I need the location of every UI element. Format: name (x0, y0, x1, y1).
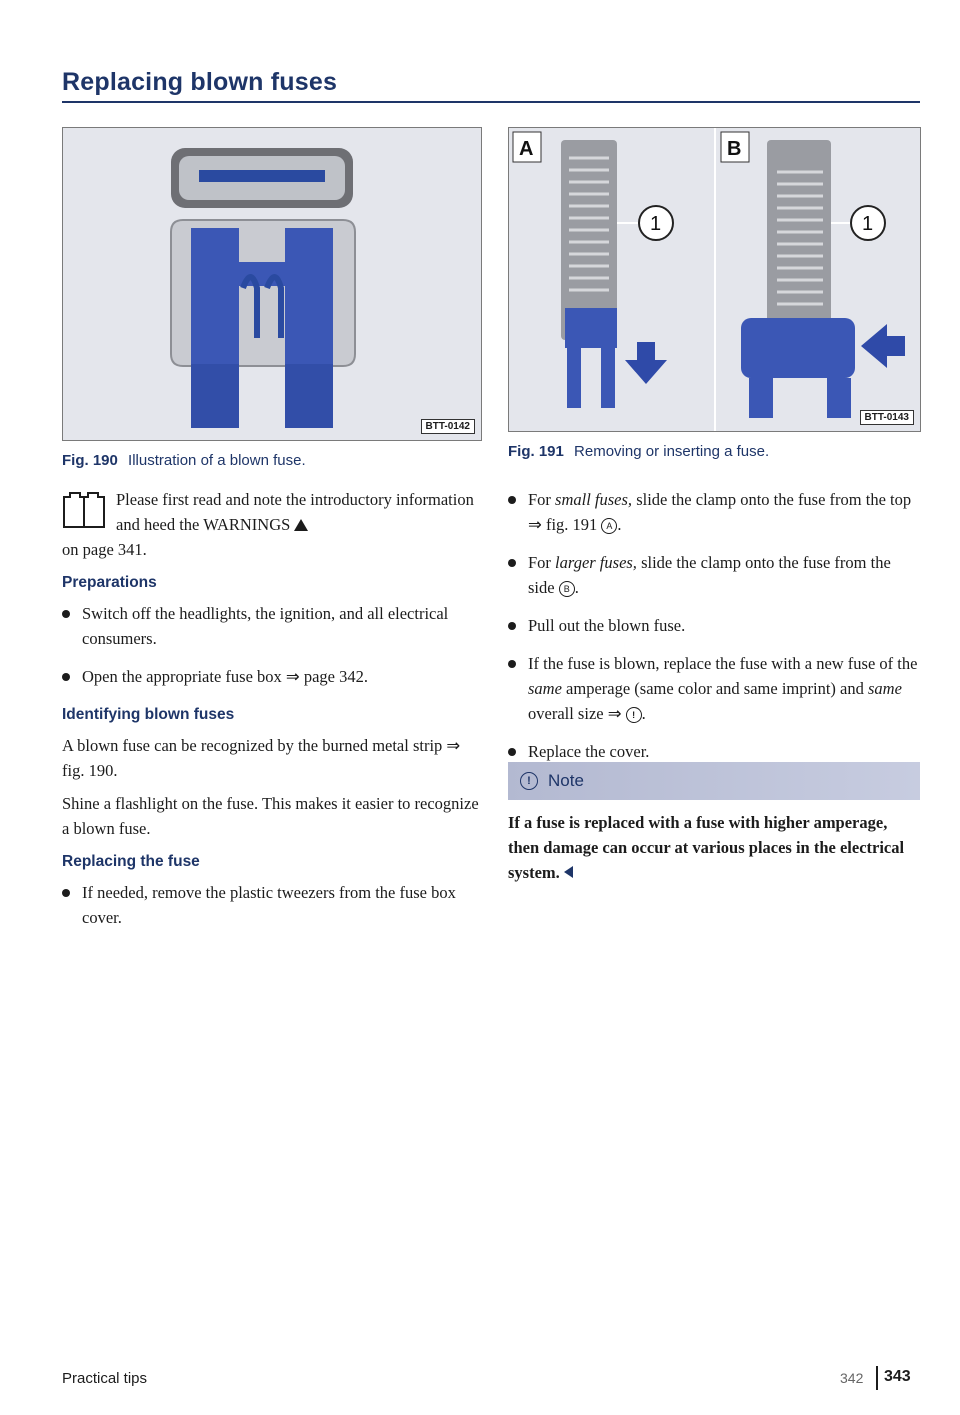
list-item-text: Pull out the blown fuse. (528, 616, 686, 635)
identify-paragraph: Shine a flashlight on the fuse. This makes it easier to recognize a blown fuse. (62, 794, 479, 838)
figure-191-caption (508, 443, 769, 460)
bullet-icon (62, 673, 70, 681)
callout-number-a: 1 (650, 213, 662, 235)
list-item (508, 613, 920, 638)
page-title: Replacing blown fuses (62, 68, 338, 96)
fuse-removal-illustration (509, 128, 920, 431)
list-item (62, 880, 480, 930)
list-item-text: Replace the cover. (528, 742, 650, 761)
bullet-icon (508, 748, 516, 756)
page-number-right: 343 (884, 1368, 911, 1385)
bullet-icon (508, 496, 516, 504)
left-column (62, 487, 480, 943)
caption-text: Illustration of a blown fuse. (128, 452, 306, 469)
page-number-left: 342 (840, 1370, 864, 1386)
heading-replacing: Replacing the fuse (62, 853, 200, 870)
warning-icon (294, 519, 308, 531)
text: overall size ⇒ (528, 704, 626, 723)
text: If the fuse is blown, replace the fuse with a new fuse of the (528, 654, 918, 673)
caption-number: Fig. 191 (508, 443, 564, 460)
end-marker-icon (564, 866, 573, 878)
list-item: For larger fuses, slide the clamp onto the fuse from the side B . (508, 550, 920, 600)
bullet-icon (508, 622, 516, 630)
figure-190 (62, 127, 482, 441)
bullet-icon (508, 660, 516, 668)
figure-191 (508, 127, 921, 432)
caption-number: Fig. 190 (62, 452, 118, 469)
intro-text: Please first read and note the introductory information and heed the WARNINGS (116, 490, 474, 534)
note-header (508, 762, 920, 800)
ref-a-icon: A (601, 518, 617, 534)
heading-identifying: Identifying blown fuses (62, 706, 235, 723)
note-box (508, 762, 920, 885)
emphasis: small fuses, (555, 490, 633, 509)
book-icon (60, 489, 108, 531)
list-item-text: Switch off the headlights, the ignition, and all electrical consumers. (82, 604, 449, 648)
intro-page-ref[interactable]: on page 341. (62, 540, 147, 559)
note-ref-icon: ! (626, 707, 642, 723)
callout-number-b: 1 (862, 213, 874, 235)
bullet-icon (62, 889, 70, 897)
text: For (528, 490, 556, 509)
panel-label-a: A (519, 138, 534, 160)
list-item-text: Open the appropriate fuse box ⇒ page 342. (82, 667, 368, 686)
text: amperage (same color and same imprint) and (561, 679, 868, 698)
page-separator (876, 1366, 878, 1390)
emphasis: same (867, 679, 902, 698)
list-item: For small fuses, slide the clamp onto the fuse from the top ⇒ fig. 191 A . (508, 487, 920, 537)
note-label: Note (548, 771, 584, 790)
emphasis: larger fuses, (555, 553, 637, 572)
panel-label-b: B (727, 138, 742, 160)
note-body (508, 810, 920, 885)
blown-fuse-illustration (63, 128, 481, 440)
identify-paragraph: A blown fuse can be recognized by the burned metal strip ⇒ fig. 190. (62, 736, 461, 780)
list-item-text: If needed, remove the plastic tweezers from the fuse box cover. (82, 883, 456, 927)
bullet-icon (62, 610, 70, 618)
figure-code: BTT-0142 (421, 419, 475, 434)
figure-190-caption (62, 452, 306, 469)
figure-code: BTT-0143 (860, 410, 914, 425)
footer-section: Practical tips (62, 1370, 148, 1387)
heading-preparations: Preparations (62, 574, 157, 591)
list-item: If the fuse is blown, replace the fuse with a new fuse of the same amperage (same color and same imprint) and same overall size ⇒ ! . (508, 651, 920, 726)
text: slide the clamp onto the fuse from the top ⇒ fig. 191 (528, 490, 912, 534)
bullet-icon (508, 559, 516, 567)
list-item (508, 739, 920, 764)
info-icon: ! (520, 772, 538, 790)
title-rule (62, 101, 920, 103)
caption-text: Removing or inserting a fuse. (574, 443, 770, 460)
note-text: If a fuse is replaced with a fuse with higher amperage, then damage can occur at various places in the electrical system. (508, 813, 905, 882)
text: slide the clamp onto the fuse from the side (528, 553, 891, 597)
emphasis: same (528, 679, 562, 698)
list-item (62, 601, 480, 651)
list-item (62, 664, 480, 689)
right-column (508, 487, 920, 777)
intro-paragraph (62, 487, 480, 562)
text: For (528, 553, 556, 572)
ref-b-icon: B (559, 581, 575, 597)
